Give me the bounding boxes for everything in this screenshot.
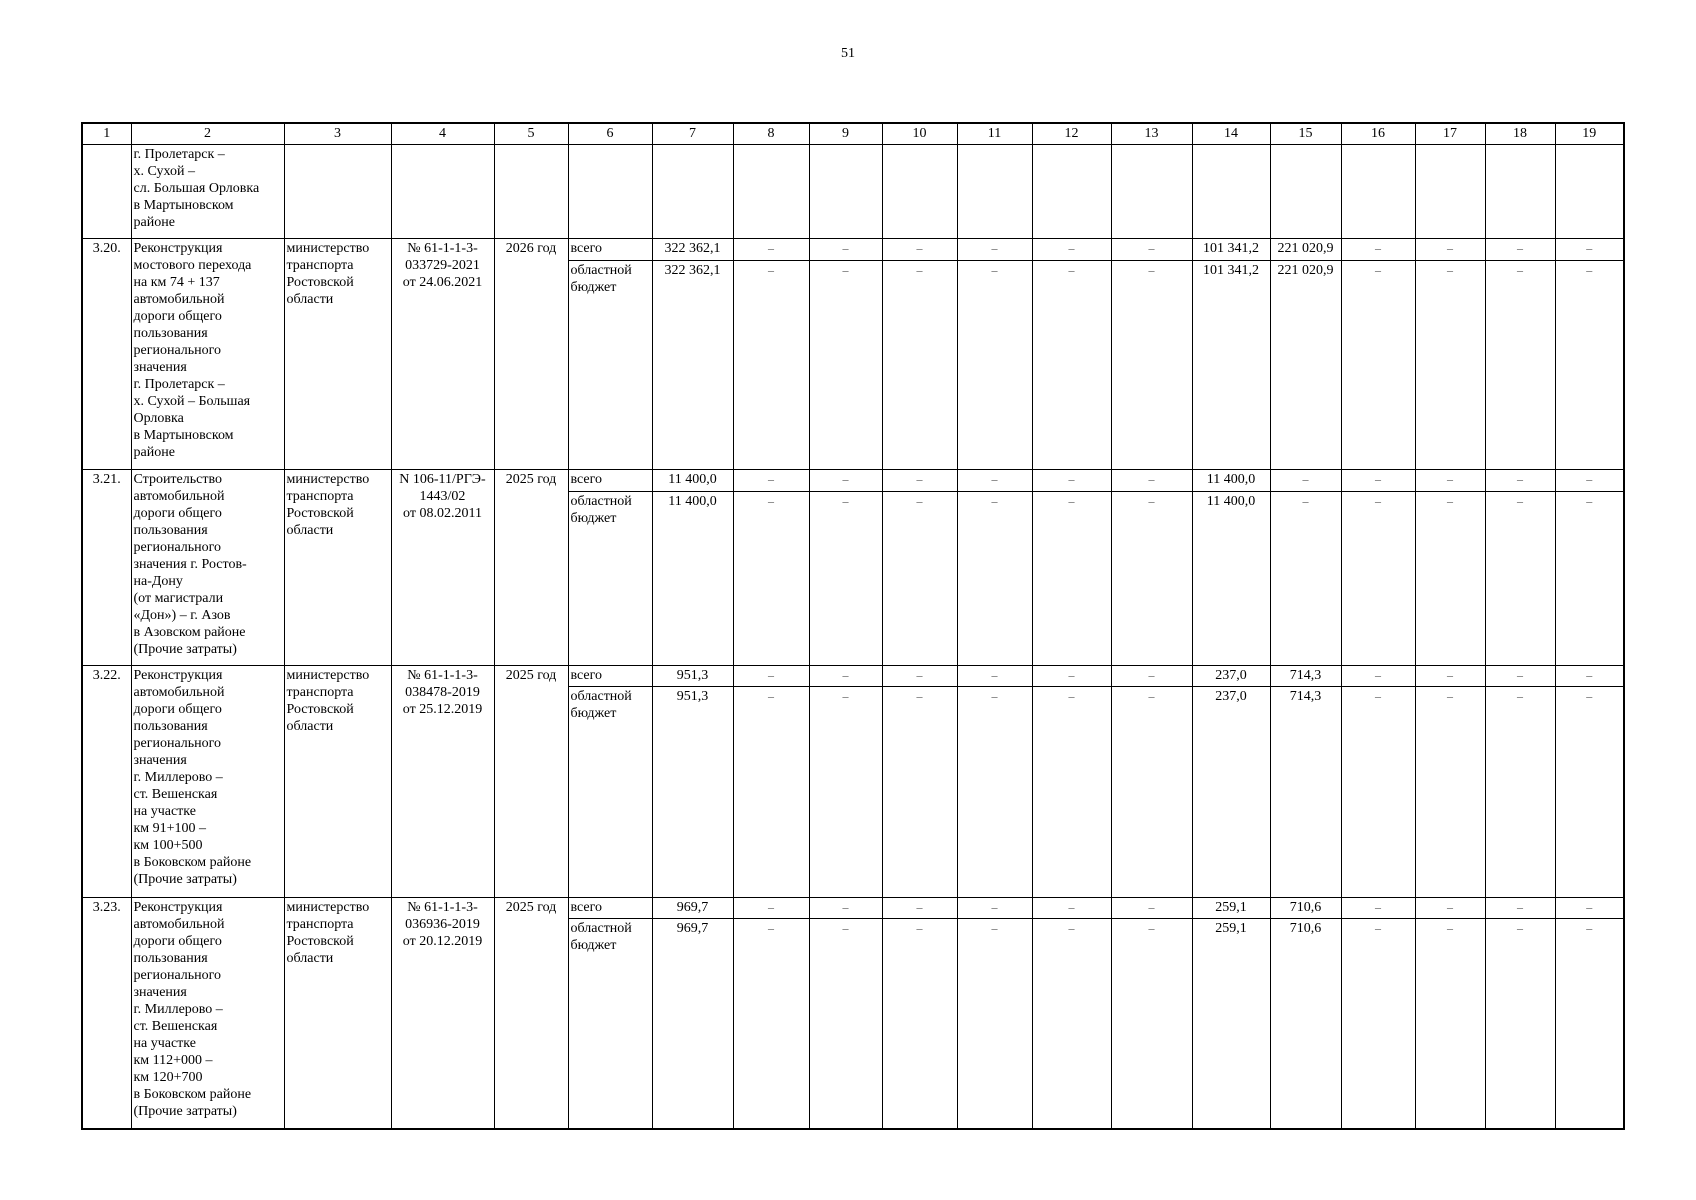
col14-total: 11 400,0 <box>1192 470 1270 492</box>
col16-total: – <box>1341 239 1415 261</box>
col12-budget: – <box>1032 687 1111 897</box>
header-col-14: 14 <box>1192 123 1270 144</box>
col9-total: – <box>809 897 882 918</box>
col18-total: – <box>1485 239 1555 261</box>
header-col-2: 2 <box>131 123 284 144</box>
col18-total: – <box>1485 470 1555 492</box>
header-col-10: 10 <box>882 123 957 144</box>
col19-budget: – <box>1555 918 1624 1129</box>
col14-budget: 11 400,0 <box>1192 492 1270 666</box>
source-total-label: всего <box>568 239 652 261</box>
col17-total: – <box>1415 897 1485 918</box>
col8-budget: – <box>733 918 809 1129</box>
cont-cell <box>733 144 809 238</box>
cont-cell <box>568 144 652 238</box>
col13-budget: – <box>1111 687 1192 897</box>
col9-total: – <box>809 470 882 492</box>
header-col-4: 4 <box>391 123 494 144</box>
table-row <box>82 897 1624 918</box>
col13-budget: – <box>1111 918 1192 1129</box>
col10-total: – <box>882 666 957 687</box>
col10-total: – <box>882 239 957 261</box>
source-total-label: всего <box>568 470 652 492</box>
header-col-17: 17 <box>1415 123 1485 144</box>
source-total-label: всего <box>568 666 652 687</box>
col19-budget: – <box>1555 261 1624 470</box>
item-document: № 61-1-1-3- 036936-2019 от 20.12.2019 <box>391 897 494 1129</box>
col11-total: – <box>957 470 1032 492</box>
page-number: 51 <box>841 46 855 61</box>
col16-budget: – <box>1341 492 1415 666</box>
col8-budget: – <box>733 261 809 470</box>
col14-total: 101 341,2 <box>1192 239 1270 261</box>
header-col-18: 18 <box>1485 123 1555 144</box>
col14-budget: 101 341,2 <box>1192 261 1270 470</box>
budget-table <box>81 122 1625 1130</box>
col9-budget: – <box>809 492 882 666</box>
cont-cell <box>882 144 957 238</box>
col11-total: – <box>957 239 1032 261</box>
col12-total: – <box>1032 666 1111 687</box>
col7-budget: 322 362,1 <box>652 261 733 470</box>
col12-total: – <box>1032 470 1111 492</box>
col16-total: – <box>1341 666 1415 687</box>
col11-budget: – <box>957 492 1032 666</box>
col7-total: 951,3 <box>652 666 733 687</box>
continuation-row <box>82 144 1624 238</box>
header-col-11: 11 <box>957 123 1032 144</box>
col16-budget: – <box>1341 261 1415 470</box>
cont-cell <box>1555 144 1624 238</box>
cont-cell <box>1192 144 1270 238</box>
item-number: 3.20. <box>82 239 131 470</box>
header-col-12: 12 <box>1032 123 1111 144</box>
col15-budget: 221 020,9 <box>1270 261 1341 470</box>
col14-budget: 237,0 <box>1192 687 1270 897</box>
cont-cell <box>284 144 391 238</box>
col17-total: – <box>1415 470 1485 492</box>
col8-total: – <box>733 470 809 492</box>
source-budget-label: областной бюджет <box>568 687 652 897</box>
col18-budget: – <box>1485 261 1555 470</box>
cont-cell <box>1341 144 1415 238</box>
table-row <box>82 666 1624 687</box>
item-year: 2025 год <box>494 897 568 1129</box>
header-col-3: 3 <box>284 123 391 144</box>
header-col-7: 7 <box>652 123 733 144</box>
header-col-1: 1 <box>82 123 131 144</box>
header-col-9: 9 <box>809 123 882 144</box>
item-name: Реконструкция автомобильной дороги общего пользования регионального значения г. Миллерово – ст. Вешенская на участке км 112+000 – км 120+700 в Боковском районе (Прочие затраты) <box>131 897 284 1129</box>
col12-total: – <box>1032 239 1111 261</box>
cont-cell <box>1032 144 1111 238</box>
col7-budget: 951,3 <box>652 687 733 897</box>
col12-budget: – <box>1032 261 1111 470</box>
item-customer: министерство транспорта Ростовской области <box>284 239 391 470</box>
col19-total: – <box>1555 239 1624 261</box>
item-document: № 61-1-1-3- 038478-2019 от 25.12.2019 <box>391 666 494 897</box>
col17-total: – <box>1415 239 1485 261</box>
col13-total: – <box>1111 470 1192 492</box>
col10-total: – <box>882 470 957 492</box>
col8-total: – <box>733 897 809 918</box>
col16-total: – <box>1341 470 1415 492</box>
col17-budget: – <box>1415 492 1485 666</box>
header-col-6: 6 <box>568 123 652 144</box>
header-col-15: 15 <box>1270 123 1341 144</box>
item-name: Строительство автомобильной дороги общего пользования регионального значения г. Ростов- на-Дону (от магистрали «Дон») – г. Азов в Азовском районе (Прочие затраты) <box>131 470 284 666</box>
col7-budget: 969,7 <box>652 918 733 1129</box>
item-number: 3.22. <box>82 666 131 897</box>
col13-total: – <box>1111 239 1192 261</box>
item-year: 2025 год <box>494 470 568 666</box>
item-customer: министерство транспорта Ростовской области <box>284 897 391 1129</box>
col15-total: – <box>1270 470 1341 492</box>
col11-total: – <box>957 666 1032 687</box>
item-year: 2026 год <box>494 239 568 470</box>
cont-cell <box>809 144 882 238</box>
col19-total: – <box>1555 897 1624 918</box>
col8-budget: – <box>733 492 809 666</box>
cont-cell <box>494 144 568 238</box>
header-col-8: 8 <box>733 123 809 144</box>
col19-budget: – <box>1555 492 1624 666</box>
col11-budget: – <box>957 687 1032 897</box>
col12-budget: – <box>1032 918 1111 1129</box>
header-col-19: 19 <box>1555 123 1624 144</box>
col17-budget: – <box>1415 687 1485 897</box>
col10-budget: – <box>882 261 957 470</box>
col11-total: – <box>957 897 1032 918</box>
col9-total: – <box>809 239 882 261</box>
item-document: N 106-11/РГЭ- 1443/02 от 08.02.2011 <box>391 470 494 666</box>
col11-budget: – <box>957 918 1032 1129</box>
col18-total: – <box>1485 897 1555 918</box>
col9-budget: – <box>809 261 882 470</box>
col15-total: 710,6 <box>1270 897 1341 918</box>
col15-budget: – <box>1270 492 1341 666</box>
source-budget-label: областной бюджет <box>568 492 652 666</box>
item-document: № 61-1-1-3- 033729-2021 от 24.06.2021 <box>391 239 494 470</box>
col13-total: – <box>1111 666 1192 687</box>
col8-total: – <box>733 239 809 261</box>
col10-budget: – <box>882 492 957 666</box>
col8-budget: – <box>733 687 809 897</box>
col8-total: – <box>733 666 809 687</box>
col13-total: – <box>1111 897 1192 918</box>
col7-total: 11 400,0 <box>652 470 733 492</box>
col12-total: – <box>1032 897 1111 918</box>
header-row <box>82 123 1624 144</box>
col13-budget: – <box>1111 261 1192 470</box>
col19-total: – <box>1555 666 1624 687</box>
table-row <box>82 470 1624 492</box>
cont-name: г. Пролетарск – х. Сухой – сл. Большая Орловка в Мартыновском районе <box>131 144 284 238</box>
cont-cell <box>957 144 1032 238</box>
col15-total: 221 020,9 <box>1270 239 1341 261</box>
col14-total: 259,1 <box>1192 897 1270 918</box>
cont-cell <box>652 144 733 238</box>
item-year: 2025 год <box>494 666 568 897</box>
col18-budget: – <box>1485 492 1555 666</box>
source-budget-label: областной бюджет <box>568 918 652 1129</box>
col10-total: – <box>882 897 957 918</box>
cont-num <box>82 144 131 238</box>
cont-cell <box>391 144 494 238</box>
header-col-5: 5 <box>494 123 568 144</box>
col9-budget: – <box>809 918 882 1129</box>
col13-budget: – <box>1111 492 1192 666</box>
cont-cell <box>1270 144 1341 238</box>
cont-cell <box>1485 144 1555 238</box>
source-total-label: всего <box>568 897 652 918</box>
item-number: 3.21. <box>82 470 131 666</box>
col16-budget: – <box>1341 687 1415 897</box>
col9-total: – <box>809 666 882 687</box>
col16-total: – <box>1341 897 1415 918</box>
col17-total: – <box>1415 666 1485 687</box>
col11-budget: – <box>957 261 1032 470</box>
item-customer: министерство транспорта Ростовской области <box>284 666 391 897</box>
item-number: 3.23. <box>82 897 131 1129</box>
col7-total: 969,7 <box>652 897 733 918</box>
col19-total: – <box>1555 470 1624 492</box>
item-name: Реконструкция автомобильной дороги общего пользования регионального значения г. Миллерово – ст. Вешенская на участке км 91+100 – км 100+500 в Боковском районе (Прочие затраты) <box>131 666 284 897</box>
col14-total: 237,0 <box>1192 666 1270 687</box>
col7-budget: 11 400,0 <box>652 492 733 666</box>
col17-budget: – <box>1415 918 1485 1129</box>
source-budget-label: областной бюджет <box>568 261 652 470</box>
col17-budget: – <box>1415 261 1485 470</box>
header-col-16: 16 <box>1341 123 1415 144</box>
col18-budget: – <box>1485 918 1555 1129</box>
table-row <box>82 239 1624 261</box>
cont-cell <box>1111 144 1192 238</box>
col7-total: 322 362,1 <box>652 239 733 261</box>
cont-cell <box>1415 144 1485 238</box>
col15-budget: 710,6 <box>1270 918 1341 1129</box>
col10-budget: – <box>882 687 957 897</box>
col10-budget: – <box>882 918 957 1129</box>
col18-budget: – <box>1485 687 1555 897</box>
header-col-13: 13 <box>1111 123 1192 144</box>
col15-budget: 714,3 <box>1270 687 1341 897</box>
col15-total: 714,3 <box>1270 666 1341 687</box>
col12-budget: – <box>1032 492 1111 666</box>
col14-budget: 259,1 <box>1192 918 1270 1129</box>
col18-total: – <box>1485 666 1555 687</box>
item-name: Реконструкция мостового перехода на км 74 + 137 автомобильной дороги общего пользования регионального значения г. Пролетарск – х. Сухой – Большая Орловка в Мартыновском районе <box>131 239 284 470</box>
item-customer: министерство транспорта Ростовской области <box>284 470 391 666</box>
col19-budget: – <box>1555 687 1624 897</box>
col16-budget: – <box>1341 918 1415 1129</box>
col9-budget: – <box>809 687 882 897</box>
